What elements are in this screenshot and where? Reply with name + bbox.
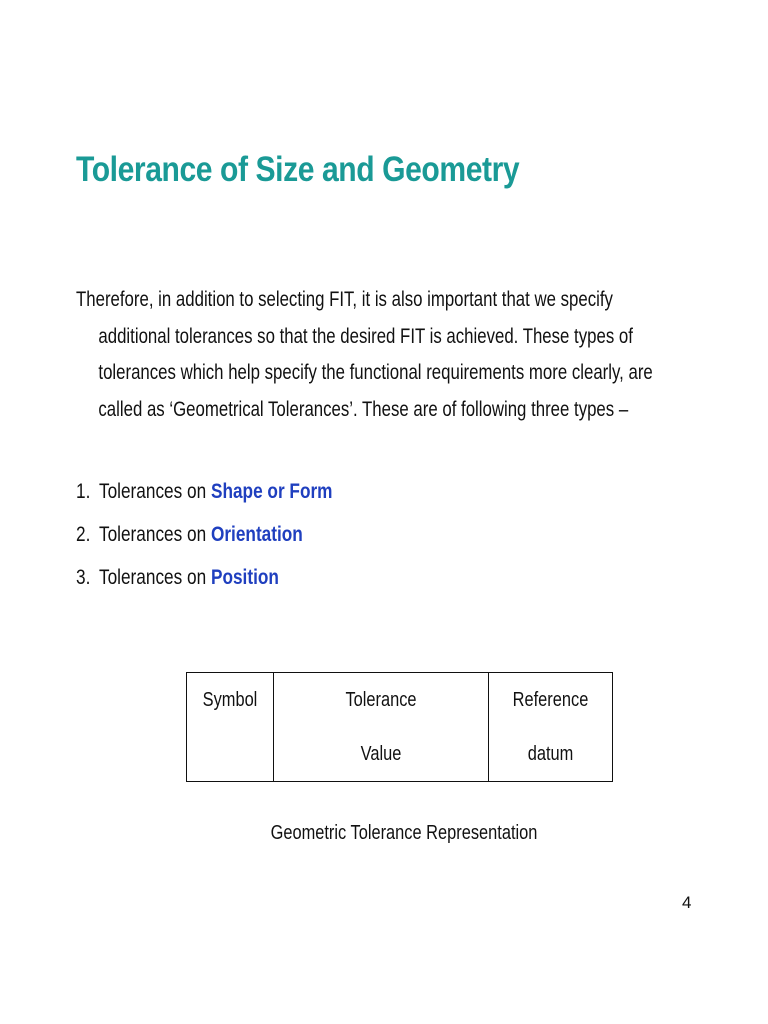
- list-item-number: 2.: [76, 523, 91, 546]
- list-item: [76, 518, 332, 561]
- tolerance-label: Tolerance: [345, 689, 417, 711]
- slide-title: Tolerance of Size and Geometry: [76, 150, 520, 189]
- list-item: [76, 561, 332, 604]
- symbol-label: Symbol: [202, 689, 258, 711]
- list-item-prefix: Tolerances on: [98, 523, 211, 546]
- reference-label: Reference: [512, 689, 589, 711]
- list-item: [76, 475, 332, 518]
- value-label: Value: [360, 743, 402, 765]
- list-item-prefix: Tolerances on: [98, 566, 211, 589]
- list-item-emphasis: Shape or Form: [210, 480, 333, 503]
- tolerance-value-cell: [274, 673, 489, 782]
- paragraph-line: called as ‘Geometrical Tolerances’. These are of following three types –: [98, 397, 629, 421]
- tolerance-types-list: [76, 475, 332, 604]
- list-item-number: 3.: [76, 566, 91, 589]
- table-caption: Geometric Tolerance Representation: [270, 822, 538, 844]
- paragraph-line: Therefore, in addition to selecting FIT, it is also important that we specify: [76, 288, 613, 311]
- tolerance-frame-table: [186, 672, 613, 782]
- datum-label: datum: [527, 743, 574, 765]
- intro-paragraph: [76, 282, 684, 428]
- symbol-cell: [187, 673, 274, 782]
- reference-datum-cell: [489, 673, 613, 782]
- paragraph-line: additional tolerances so that the desired FIT is achieved. These types of: [98, 324, 633, 348]
- list-item-number: 1.: [76, 480, 91, 503]
- page-number: 4: [682, 893, 692, 912]
- table-row: [187, 673, 613, 782]
- list-item-emphasis: Position: [210, 566, 279, 589]
- list-item-emphasis: Orientation: [210, 523, 303, 546]
- paragraph-line: tolerances which help specify the functional requirements more clearly, are: [98, 361, 653, 384]
- list-item-prefix: Tolerances on: [98, 480, 211, 503]
